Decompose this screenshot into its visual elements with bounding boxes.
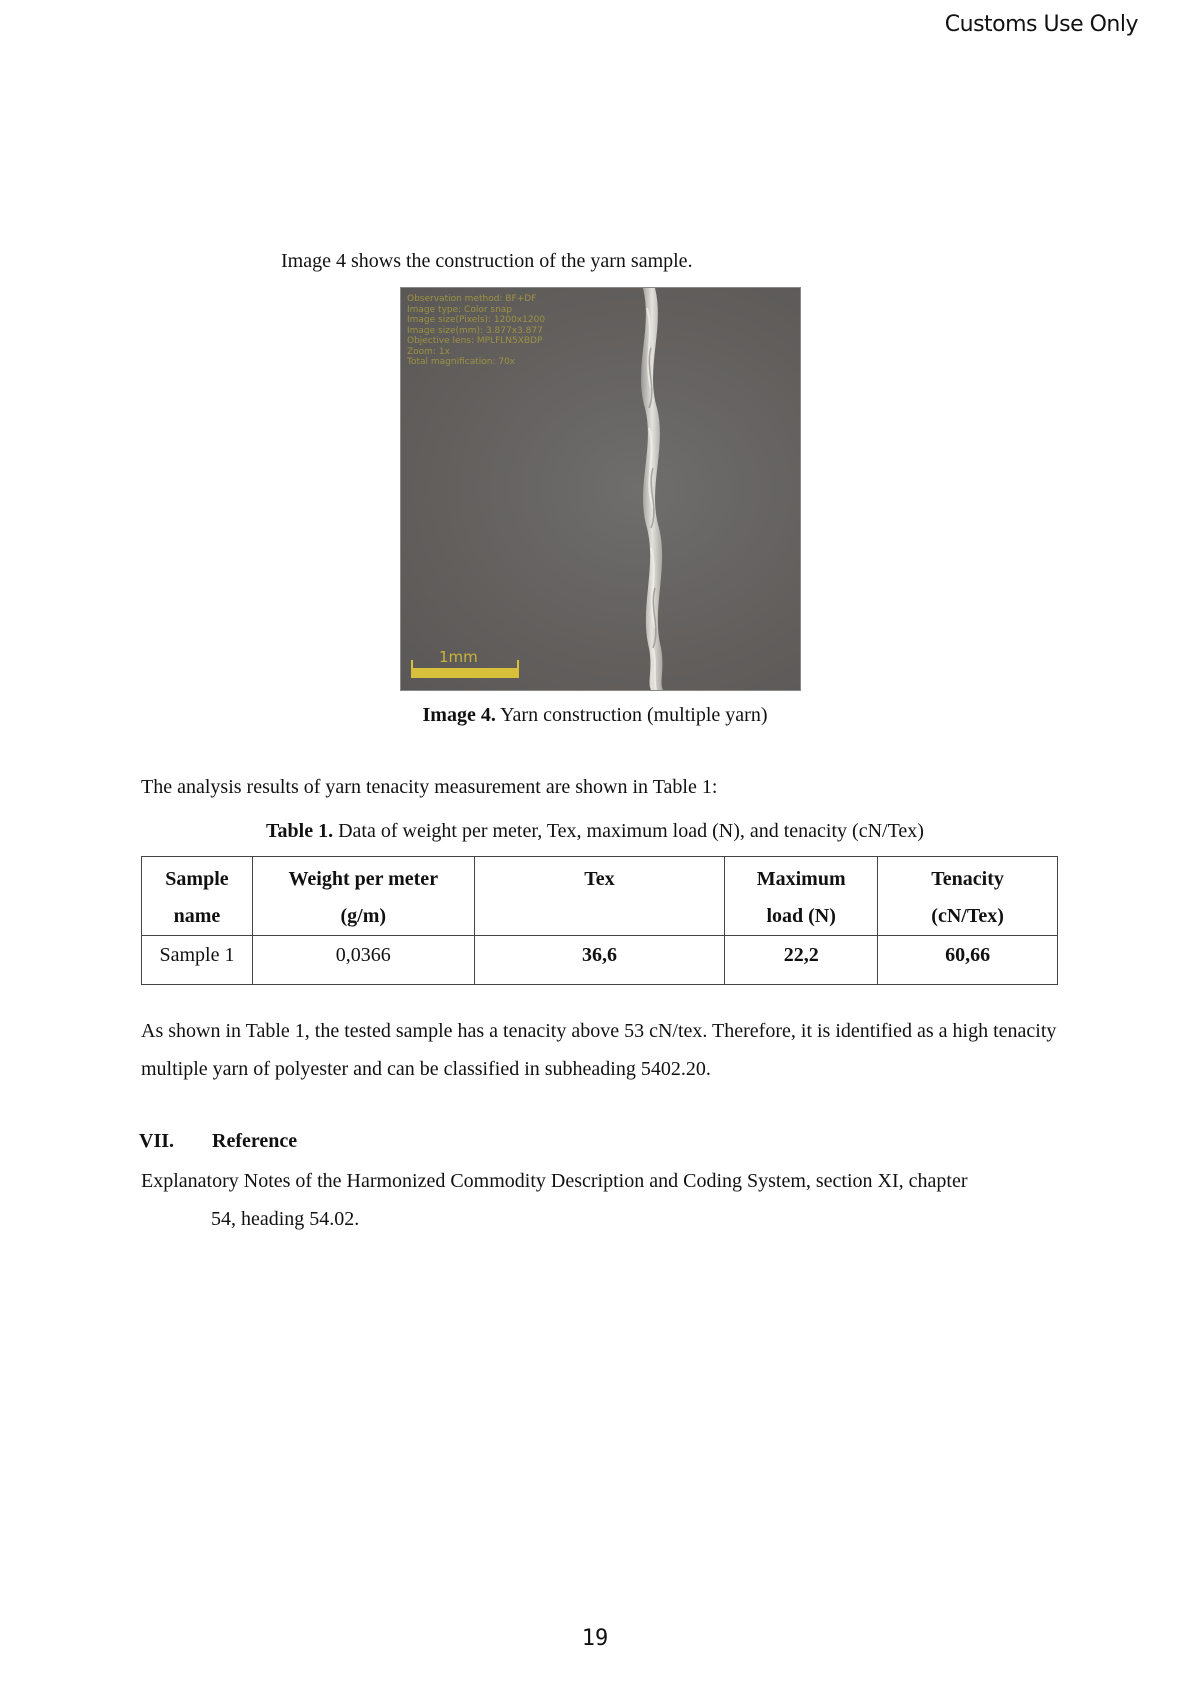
header-cell: Maximum load (N) [725,857,878,936]
yarn-micrograph [400,287,801,691]
section-title: Reference [212,1130,298,1152]
table-row [142,936,1058,985]
analysis-intro: The analysis results of yarn tenacity measurement are shown in Table 1: [141,776,718,798]
micrograph-metadata [407,294,545,368]
meta-line: Total magnification: 70x [407,357,516,367]
meta-line: Image size(mm): 3.877x3.877 [407,325,543,336]
classification-header: Customs Use Only [944,12,1138,37]
table-cell: 60,66 [878,936,1058,985]
meta-line: Image size(Pixels): 1200x1200 [407,315,546,325]
meta-line: Image type: Color snap [407,304,513,315]
meta-line: Observation method: BF+DF [407,294,537,304]
meta-line: Zoom: 1x [407,346,450,357]
reference-line: 54, heading 54.02. [211,1208,360,1230]
table-cell: 22,2 [725,936,878,985]
image-caption-text: Yarn construction (multiple yarn) [500,704,768,726]
conclusion-paragraph: As shown in Table 1, the tested sample has a tenacity above 53 cN/tex. Therefore, it is identified as a high tenacity multiple yarn of polyester and can be classified in subheading 5402.20. [141,1020,1057,1080]
image-caption-label: Image 4. [422,704,496,726]
reference-text [141,1162,1061,1238]
section-number: VII. [139,1130,175,1152]
table-caption-label: Table 1. [266,820,334,842]
table-cell: 0,0366 [252,936,474,985]
yarn-strand-image [621,288,681,690]
meta-line: Objective lens: MPLFLN5XBDP [407,336,543,346]
table-cell: 36,6 [474,936,725,985]
table-caption [0,820,1190,843]
scale-bar [411,668,519,678]
header-cell: Tenacity (cN/Tex) [878,857,1058,936]
page-number: 19 [581,1626,609,1651]
table-header-row [142,857,1058,936]
header-cell: Tex [474,857,725,936]
scale-bar-label: 1mm [439,648,478,666]
reference-line: Explanatory Notes of the Harmonized Commodity Description and Coding System, section XI, chapter [141,1170,968,1192]
intro-text: Image 4 shows the construction of the yarn sample. [281,250,693,272]
table-cell: Sample 1 [142,936,253,985]
table-caption-text: Data of weight per meter, Tex, maximum load (N), and tenacity (cN/Tex) [338,820,924,842]
header-cell: Weight per meter (g/m) [252,857,474,936]
image-caption [0,704,1190,727]
tenacity-table [141,856,1058,985]
header-cell: Sample name [142,857,253,936]
